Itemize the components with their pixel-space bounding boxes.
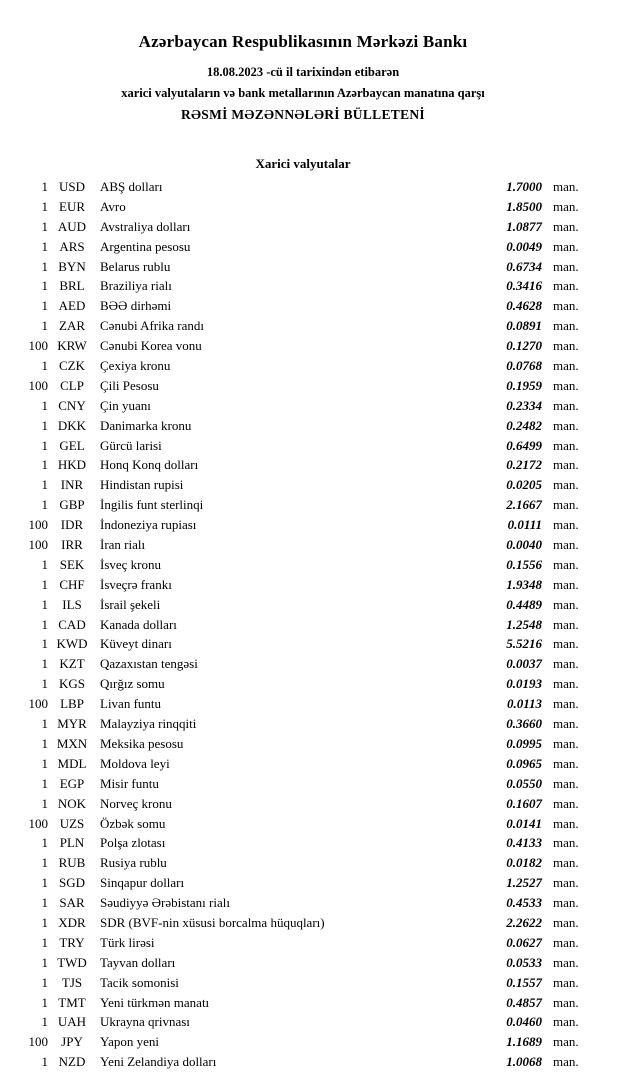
rate-value: 0.0205 (506, 477, 542, 493)
rate-row (26, 376, 580, 396)
unit-label: man. (553, 218, 579, 234)
rate-row (26, 237, 580, 257)
rate-value: 1.1689 (506, 1034, 542, 1050)
currency-name: Kanada dolları (100, 616, 177, 632)
bulletin-title: RƏSMİ MƏZƏNNƏLƏRİ BÜLLETENİ (180, 107, 425, 122)
rate-row (26, 455, 580, 475)
rate-value: 0.0037 (506, 656, 542, 672)
currency-name: İran rialı (100, 537, 146, 553)
currency-name: Çin yuanı (100, 397, 151, 413)
currency-name: Argentina pesosu (100, 238, 191, 254)
currency-name: Yapon yeni (100, 1034, 159, 1050)
rate-value: 0.0768 (506, 358, 542, 374)
unit-label: man. (553, 278, 579, 294)
quantity: 100 (28, 517, 48, 533)
currency-code: SEK (59, 556, 85, 572)
currency-code: BRL (59, 278, 85, 294)
rate-value: 0.2334 (506, 397, 542, 413)
unit-label: man. (553, 895, 579, 911)
quantity: 1 (41, 238, 48, 254)
unit-label: man. (553, 994, 579, 1010)
currency-code: EUR (59, 198, 85, 214)
rate-row (26, 197, 580, 217)
currency-code: UAH (57, 1014, 87, 1030)
currency-name: Avro (100, 198, 126, 214)
rate-row (26, 595, 580, 615)
currency-code: CZK (59, 358, 85, 374)
unit-label: man. (553, 696, 579, 712)
rate-row (26, 615, 580, 635)
rate-value: 1.7000 (506, 179, 542, 194)
unit-label: man. (553, 596, 579, 612)
quantity: 1 (41, 358, 48, 374)
unit-label: man. (553, 358, 579, 374)
rate-row (26, 535, 580, 555)
quantity: 1 (41, 656, 48, 672)
rate-value: 0.4628 (506, 298, 542, 314)
rate-value: 2.1667 (506, 497, 542, 513)
rate-row (26, 336, 580, 356)
currency-code: USD (58, 179, 85, 194)
rate-row (26, 575, 580, 595)
currency-name: Honq Konq dolları (100, 457, 199, 473)
currency-code: TWD (57, 954, 87, 970)
currency-code: CLP (60, 377, 84, 393)
rate-row (26, 1012, 580, 1032)
rate-row (26, 316, 580, 336)
unit-label: man. (553, 556, 579, 572)
currency-code: CNY (58, 397, 86, 413)
rate-row (26, 933, 580, 953)
quantity: 1 (41, 397, 48, 413)
rate-row (26, 714, 580, 734)
quantity: 100 (28, 815, 48, 831)
currency-code: IDR (60, 517, 84, 533)
quantity: 1 (41, 855, 48, 871)
rate-row (26, 993, 580, 1013)
currency-code: RUB (58, 855, 86, 871)
quantity: 1 (41, 179, 48, 194)
currency-name: Səudiyyə Ərəbistanı rialı (100, 895, 230, 911)
unit-label: man. (553, 835, 579, 851)
currency-name: Türk lirəsi (100, 934, 155, 950)
unit-label: man. (553, 198, 579, 214)
quantity: 1 (41, 735, 48, 751)
unit-label: man. (553, 377, 579, 393)
quantity: 1 (41, 437, 48, 453)
rate-value: 0.0460 (506, 1014, 542, 1030)
rate-value: 0.4857 (506, 994, 542, 1010)
rate-value: 1.0068 (506, 1054, 542, 1070)
currency-code: NOK (57, 795, 87, 811)
currency-code: KWD (56, 636, 88, 652)
quantity: 1 (41, 1014, 48, 1030)
currency-name: Çili Pesosu (100, 377, 159, 393)
rate-value: 0.3660 (506, 716, 542, 732)
currency-name: Küveyt dinarı (100, 636, 172, 652)
rate-value: 0.6499 (506, 437, 542, 453)
currency-code: KGS (58, 676, 85, 692)
rate-row (26, 177, 580, 197)
currency-code: HKD (57, 457, 87, 473)
unit-label: man. (553, 636, 579, 652)
currency-code: ILS (62, 596, 82, 612)
rate-row (26, 873, 580, 893)
rate-value: 0.0965 (506, 755, 542, 771)
rate-value: 1.8500 (506, 198, 542, 214)
rate-value: 0.4533 (506, 895, 542, 911)
rate-row (26, 217, 580, 237)
quantity: 1 (41, 417, 48, 433)
unit-label: man. (553, 735, 579, 751)
quantity: 1 (41, 775, 48, 791)
quantity: 1 (41, 895, 48, 911)
rate-value: 0.0182 (506, 855, 542, 871)
unit-label: man. (553, 537, 579, 553)
unit-label: man. (553, 417, 579, 433)
rate-value: 1.0877 (506, 218, 542, 234)
rate-value: 5.5216 (506, 636, 542, 652)
unit-label: man. (553, 477, 579, 493)
quantity: 100 (28, 537, 48, 553)
currency-name: SDR (BVF-nin xüsusi borcalma hüquqları) (100, 914, 325, 930)
unit-label: man. (553, 1014, 579, 1030)
currency-code: PLN (59, 835, 85, 851)
quantity: 100 (28, 696, 48, 712)
quantity: 1 (41, 934, 48, 950)
rates-table (26, 177, 580, 1072)
unit-label: man. (553, 298, 579, 314)
unit-label: man. (553, 755, 579, 771)
quantity: 100 (28, 338, 48, 354)
currency-name: Braziliya rialı (100, 278, 172, 294)
currency-name: Norveç kronu (100, 795, 172, 811)
rate-row (26, 634, 580, 654)
unit-label: man. (553, 457, 579, 473)
rate-value: 1.2527 (506, 875, 542, 891)
rate-value: 0.0533 (506, 954, 542, 970)
rate-value: 0.2482 (506, 417, 542, 433)
unit-label: man. (553, 974, 579, 990)
rate-value: 0.0550 (506, 775, 542, 791)
unit-label: man. (553, 517, 579, 533)
effective-date-line: 18.08.2023 -cü il tarixindən etibarən (206, 65, 400, 79)
rate-value: 0.4489 (506, 596, 542, 612)
rate-value: 0.1959 (506, 377, 542, 393)
rate-value: 0.2172 (506, 457, 542, 473)
currency-name: Meksika pesosu (100, 735, 184, 751)
quantity: 1 (41, 457, 48, 473)
quantity: 1 (41, 318, 48, 334)
rate-row (26, 654, 580, 674)
quantity: 1 (41, 875, 48, 891)
currency-code: SAR (59, 895, 85, 911)
currency-name: Belarus rublu (100, 258, 171, 274)
quantity: 1 (41, 298, 48, 314)
rate-row (26, 774, 580, 794)
rate-row (26, 257, 580, 277)
quantity: 1 (41, 835, 48, 851)
currency-code: JPY (61, 1034, 83, 1050)
rate-row (26, 436, 580, 456)
subtitle-line: xarici valyutaların və bank metallarının Azərbaycan manatına qarşı (121, 86, 485, 100)
unit-label: man. (553, 815, 579, 831)
currency-code: INR (60, 477, 84, 493)
currency-code: NZD (58, 1054, 86, 1070)
currency-name: Danimarka kronu (100, 417, 192, 433)
currency-name: Malayziya rinqqiti (100, 716, 197, 732)
rate-value: 0.0141 (506, 815, 542, 831)
currency-code: AUD (57, 218, 87, 234)
currency-code: GEL (59, 437, 85, 453)
quantity: 100 (28, 1034, 48, 1050)
currency-code: KZT (59, 656, 85, 672)
rate-row (26, 674, 580, 694)
currency-name: Cənubi Afrika randı (100, 318, 204, 334)
currency-name: Gürcü larisi (100, 437, 162, 453)
rate-value: 0.0049 (506, 238, 542, 254)
quantity: 1 (41, 676, 48, 692)
rate-row (26, 734, 580, 754)
quantity: 1 (41, 616, 48, 632)
unit-label: man. (553, 437, 579, 453)
currency-name: BƏƏ dirhəmi (100, 298, 172, 314)
unit-label: man. (553, 656, 579, 672)
rate-value: 0.4133 (506, 835, 542, 851)
unit-label: man. (553, 775, 579, 791)
rate-row (26, 296, 580, 316)
currency-code: MDL (57, 755, 87, 771)
quantity: 1 (41, 576, 48, 592)
unit-label: man. (553, 497, 579, 513)
currency-code: AED (58, 298, 86, 314)
unit-label: man. (553, 716, 579, 732)
bank-title: Azərbaycan Respublikasının Mərkəzi Bankı (138, 32, 468, 51)
currency-name: Özbək somu (100, 815, 166, 831)
currency-name: İngilis funt sterlinqi (100, 497, 204, 513)
unit-label: man. (553, 1034, 579, 1050)
rate-row (26, 276, 580, 296)
currency-name: Tacik somonisi (100, 974, 179, 990)
rate-value: 0.1607 (506, 795, 542, 811)
quantity: 100 (28, 377, 48, 393)
rate-value: 0.0995 (506, 735, 542, 751)
quantity: 1 (41, 218, 48, 234)
currency-code: ARS (59, 238, 85, 254)
unit-label: man. (553, 616, 579, 632)
rate-row (26, 814, 580, 834)
rate-value: 2.2622 (506, 914, 542, 930)
currency-name: Hindistan rupisi (100, 477, 184, 493)
rate-row (26, 495, 580, 515)
currency-code: DKK (57, 417, 87, 433)
quantity: 1 (41, 497, 48, 513)
currency-name: Yeni türkmən manatı (100, 994, 210, 1010)
currency-name: İsrail şekeli (100, 596, 161, 612)
currency-name: Sinqapur dolları (100, 875, 185, 891)
currency-name: İndoneziya rupiası (100, 517, 197, 533)
document-header (26, 32, 580, 126)
rate-value: 0.1556 (506, 556, 542, 572)
quantity: 1 (41, 1054, 48, 1070)
quantity: 1 (41, 755, 48, 771)
unit-label: man. (553, 795, 579, 811)
currency-name: Polşa zlotası (100, 835, 166, 851)
currency-code: SGD (58, 875, 85, 891)
rate-row (26, 754, 580, 774)
quantity: 1 (41, 477, 48, 493)
unit-label: man. (553, 318, 579, 334)
currency-code: MYR (57, 716, 87, 732)
quantity: 1 (41, 795, 48, 811)
currency-code: CHF (59, 576, 85, 592)
unit-label: man. (553, 1054, 579, 1070)
currency-code: TJS (61, 974, 83, 990)
rate-value: 1.2548 (506, 616, 542, 632)
rate-row (26, 1032, 580, 1052)
rate-row (26, 833, 580, 853)
rate-row (26, 356, 580, 376)
currency-code: GBP (59, 497, 85, 513)
rate-value: 0.3416 (506, 278, 542, 294)
rate-value: 1.9348 (506, 576, 542, 592)
currency-code: EGP (59, 775, 85, 791)
rate-value: 0.0193 (506, 676, 542, 692)
currency-name: ABŞ dolları (100, 179, 163, 194)
currency-name: Misir funtu (100, 775, 159, 791)
quantity: 1 (41, 914, 48, 930)
unit-label: man. (553, 238, 579, 254)
quantity: 1 (41, 258, 48, 274)
quantity: 1 (41, 954, 48, 970)
rate-value: 0.1270 (506, 338, 542, 354)
section-title-foreign-currencies: Xarici valyutalar (255, 156, 351, 171)
rate-value: 0.0891 (506, 318, 542, 334)
currency-name: Çexiya kronu (100, 358, 171, 374)
quantity: 1 (41, 556, 48, 572)
currency-name: Qırğız somu (100, 676, 165, 692)
rate-row (26, 953, 580, 973)
quantity: 1 (41, 994, 48, 1010)
rate-value: 0.0111 (507, 517, 542, 533)
rate-row (26, 913, 580, 933)
quantity: 1 (41, 596, 48, 612)
rate-row (26, 515, 580, 535)
rate-row (26, 475, 580, 495)
quantity: 1 (41, 278, 48, 294)
currency-code: CAD (58, 616, 86, 632)
unit-label: man. (553, 676, 579, 692)
currency-name: Rusiya rublu (100, 855, 167, 871)
currency-name: İsveç kronu (100, 556, 162, 572)
unit-label: man. (553, 875, 579, 891)
unit-label: man. (553, 258, 579, 274)
rate-row (26, 973, 580, 993)
currency-name: Cənubi Korea vonu (100, 338, 202, 354)
quantity: 1 (41, 636, 48, 652)
unit-label: man. (553, 338, 579, 354)
unit-label: man. (553, 855, 579, 871)
currency-code: KRW (57, 338, 87, 354)
currency-code: TRY (59, 934, 85, 950)
currency-code: ZAR (59, 318, 85, 334)
rate-value: 0.1557 (506, 974, 542, 990)
rate-row (26, 396, 580, 416)
quantity: 1 (41, 198, 48, 214)
rate-row (26, 893, 580, 913)
unit-label: man. (553, 934, 579, 950)
currency-name: İsveçrə frankı (100, 576, 172, 592)
rate-row (26, 794, 580, 814)
unit-label: man. (553, 914, 579, 930)
rate-row (26, 694, 580, 714)
unit-label: man. (553, 576, 579, 592)
quantity: 1 (41, 974, 48, 990)
currency-code: BYN (58, 258, 86, 274)
currency-name: Livan funtu (100, 696, 162, 712)
currency-code: IRR (61, 537, 83, 553)
rate-value: 0.6734 (506, 258, 542, 274)
unit-label: man. (553, 397, 579, 413)
currency-code: XDR (58, 914, 86, 930)
rate-row (26, 1052, 580, 1072)
currency-code: TMT (58, 994, 86, 1010)
currency-code: UZS (59, 815, 85, 831)
currency-name: Ukrayna qrivnası (100, 1014, 190, 1030)
unit-label: man. (553, 179, 579, 194)
rate-row (26, 416, 580, 436)
rate-row (26, 853, 580, 873)
rate-value: 0.0627 (506, 934, 542, 950)
currency-name: Moldova leyi (100, 755, 170, 771)
rate-row (26, 555, 580, 575)
currency-code: MXN (56, 735, 88, 751)
currency-name: Qazaxıstan tengəsi (100, 656, 198, 672)
quantity: 1 (41, 716, 48, 732)
rate-value: 0.0113 (506, 696, 542, 712)
currency-name: Tayvan dolları (100, 954, 176, 970)
currency-name: Avstraliya dolları (100, 218, 191, 234)
unit-label: man. (553, 954, 579, 970)
currency-code: LBP (60, 696, 84, 712)
rate-value: 0.0040 (506, 537, 542, 553)
currency-name: Yeni Zelandiya dolları (100, 1054, 217, 1070)
